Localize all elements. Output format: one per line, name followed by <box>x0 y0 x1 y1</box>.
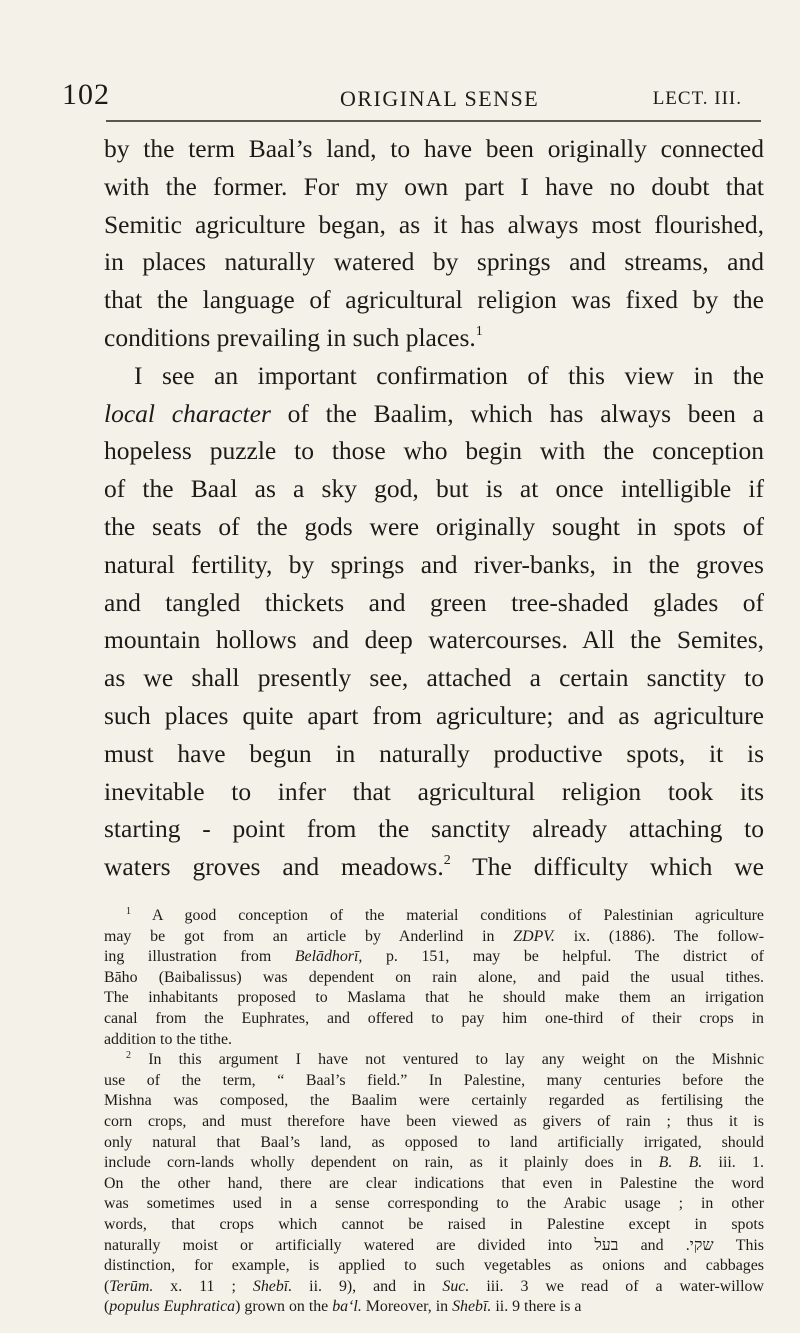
footnote-line <box>104 1153 764 1174</box>
text-line: such places quite apart from agriculture; and as agriculture <box>104 700 764 730</box>
emphasis-text: Shebī. <box>452 1298 492 1316</box>
text-segment: ) grown on the <box>235 1298 329 1316</box>
text-segment: x. 11 ; <box>170 1277 236 1295</box>
footnote-line: words, that crops which cannot be raised in Palestine except in spots <box>104 1215 764 1233</box>
footnote-line: addition to the tithe. <box>104 1030 232 1048</box>
footnote-ref: 2 <box>443 853 451 869</box>
footnote-line: use of the term, “ Baal’s field.” In Palestine, many centuries before the <box>104 1071 764 1089</box>
main-text <box>104 130 764 886</box>
text-line: hopeless puzzle to those who begin with the conception <box>104 436 764 466</box>
text-segment: ix. (1886). The follow- <box>573 927 764 945</box>
text-line: the seats of the gods were originally sought in spots of <box>104 511 764 541</box>
text-segment: of the Baalim, which has always been a <box>287 398 764 428</box>
text-line: mountain hollows and deep watercourses. All the Semites, <box>104 625 764 655</box>
text-segment: may be got from an article by Anderlind in <box>104 927 495 945</box>
text-line: I see an important confirmation of this view in the <box>134 360 764 390</box>
text-line: and tangled thickets and green tree-shaded glades of <box>104 587 764 617</box>
header-rule <box>106 120 761 122</box>
footnote-line: The inhabitants proposed to Maslama that he should make them an irrigation <box>104 989 764 1007</box>
text-segment: This <box>735 1236 764 1254</box>
text-segment: ii. 9 there is a <box>495 1298 582 1316</box>
emphasis-text: B. B. <box>658 1154 703 1172</box>
footnote-line <box>104 1297 764 1318</box>
text-line: by the term Baal’s land, to have been originally connected <box>104 134 764 163</box>
running-title: ORIGINAL SENSE <box>340 86 540 111</box>
text-segment: A good conception of the material conditions of Palestinian agriculture <box>152 907 764 924</box>
text-line: inevitable to infer that agricultural religion took its <box>104 776 764 806</box>
emphasis-text: local character <box>104 398 271 428</box>
footnote-marker: 1 <box>126 906 131 917</box>
footnote-marker: 2 <box>126 1050 131 1062</box>
text-line: natural fertility, by springs and river-banks, in the groves <box>104 549 764 579</box>
text-segment: and <box>640 1236 664 1254</box>
lecture-label: LECT. III. <box>652 88 742 109</box>
text-segment: include corn-lands wholly dependent on rain, as it plainly does in <box>104 1154 643 1172</box>
footnote-line: only natural that Baal’s land, as opposed to land artificially irrigated, should <box>104 1133 764 1151</box>
text-line <box>104 848 764 886</box>
text-line: Semitic agriculture began, as it has always most flourished, <box>104 209 764 239</box>
text-line: in places naturally watered by springs and streams, and <box>104 247 764 277</box>
footnote-line: Bāho (Baibalissus) was dependent on rain alone, and paid the usual tithes. <box>104 968 764 986</box>
running-header <box>62 74 760 114</box>
footnotes <box>104 906 764 1318</box>
emphasis-text: Belādhorī, <box>294 948 363 966</box>
footnote-ref: 1 <box>475 323 483 339</box>
footnote-line: corn crops, and must therefore have been viewed as givers of rain ; thus it is <box>104 1112 764 1130</box>
text-segment: conditions prevailing in such places. <box>104 322 476 352</box>
text-segment: ( <box>104 1277 110 1295</box>
text-line: must have begun in naturally productive spots, it is <box>104 738 764 768</box>
text-segment: iii. 1. <box>718 1154 764 1172</box>
text-line <box>104 319 764 357</box>
text-segment: Moreover, in <box>365 1298 449 1316</box>
text-segment: iii. 3 we read of a water-willow <box>486 1277 764 1295</box>
emphasis-text: ZDPV. <box>513 927 555 945</box>
text-line <box>104 395 764 433</box>
text-segment: In this argument I have not ventured to lay any weight on the Mishnic <box>148 1051 764 1069</box>
footnote-line <box>104 1236 764 1257</box>
text-line: starting - point from the sanctity already attaching to <box>104 814 764 844</box>
text-line: with the former. For my own part I have no doubt that <box>104 171 764 201</box>
footnote-line <box>104 927 764 948</box>
footnote-line <box>104 947 764 968</box>
footnote-line <box>104 1277 764 1298</box>
text-segment: naturally moist or artificially watered are divided into <box>104 1236 573 1254</box>
emphasis-text: Shebī. <box>252 1277 293 1295</box>
text-segment: ii. 9), and in <box>309 1277 426 1295</box>
footnote-line <box>104 906 764 927</box>
hebrew-word: שקי. <box>685 1236 714 1254</box>
footnote-line: distinction, for example, is applied to such vegetables as onions and cabbages <box>104 1257 764 1275</box>
text-segment: The difficulty which we <box>472 852 764 882</box>
text-line: as we shall presently see, attached a certain sanctity to <box>104 663 764 693</box>
footnote-line <box>104 1050 764 1071</box>
page-number: 102 <box>62 78 110 111</box>
text-line: that the language of agricultural religion was fixed by the <box>104 285 764 315</box>
hebrew-word: בעל <box>594 1236 619 1254</box>
emphasis-text: Terūm. <box>109 1277 154 1295</box>
emphasis-text: populus Euphratica <box>109 1298 236 1316</box>
footnote-line: On the other hand, there are clear indications that even in Palestine the word <box>104 1174 764 1192</box>
emphasis-text: Suc. <box>442 1277 470 1295</box>
text-segment: ( <box>104 1298 110 1316</box>
emphasis-text: ba‘l. <box>332 1298 362 1316</box>
footnote-line: was sometimes used in a sense corresponding to the Arabic usage ; in other <box>104 1195 764 1213</box>
text-segment: ing illustration from <box>104 948 272 966</box>
footnote-line: Mishna was composed, the Baalim were certainly regarded as fertilising the <box>104 1092 764 1110</box>
text-segment: p. 151, may be helpful. The district of <box>385 948 764 966</box>
text-line: of the Baal as a sky god, but is at once intelligible if <box>104 474 764 504</box>
footnote-line: canal from the Euphrates, and offered to pay him one-third of their crops in <box>104 1009 764 1027</box>
text-segment: waters groves and meadows. <box>104 852 444 882</box>
